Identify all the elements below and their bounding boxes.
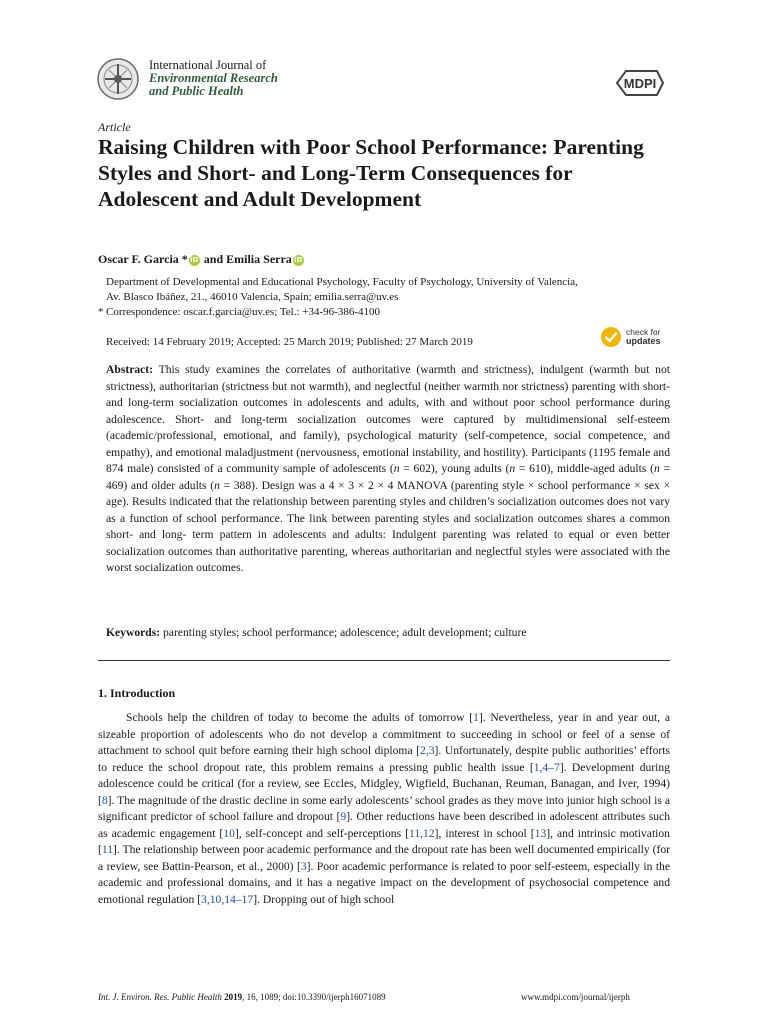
journal-line2: Environmental Research (149, 71, 278, 85)
body-text: ]. Dropping out of high school (253, 893, 395, 907)
paragraph (98, 710, 670, 909)
abstract-text: This study examines the correlates of authoritative (warmth and strictness), indulgent (warmth but not strictness), authoritarian (strictness but not warmth), and neglectful (neither warmth nor strictness) parenting with short- and long-term socialization outcomes in adolescents and adults, with and without poor school performance during adolescence. Short- and long-term socialization outcomes were captured by multidimensional self-esteem (academic/professional, emotional, and family), psychological maturity (self-competence, social competence, and empathy), and emotional maladjustment (nervousness, emotional instability, and hostility). Participants (1195 female and 874 male) consisted of a community sample of adolescents ( (106, 363, 670, 475)
body-text: ], interest in school [ (434, 826, 535, 840)
article-type: Article (98, 120, 131, 134)
correspondence: Correspondence: oscar.f.garcia@uv.es; Tel.: +34-96-386-4100 (106, 306, 380, 318)
body-text: ]. Development during adolescence could be critical (for a review, see Eccles, Midgley, Wigfield, Buchanan, Reuman, Banagan, and Iver, 1994) [ (98, 760, 670, 807)
journal-logo (97, 58, 139, 100)
abstract-n: n (653, 462, 660, 475)
introduction-body (98, 710, 670, 909)
abstract-n: n (393, 462, 400, 475)
journal-name (149, 59, 278, 98)
corresponding-mark: * (181, 252, 188, 266)
correspondence-mark: * (98, 306, 104, 318)
affiliation-line: Av. Blasco Ibáñez, 21., 46010 Valencia, Spain; emilia.serra@uv.es (106, 291, 399, 303)
body-text: ]. Other reductions have been described in adolescent attributes such as academic engagement [ (98, 810, 670, 840)
abstract-text: = 602), young adults ( (399, 462, 510, 475)
citation-link[interactable]: 10 (223, 826, 235, 840)
footer-citation (98, 992, 386, 1002)
footer-doi: , 16, 1089; doi:10.3390/ijerph16071089 (242, 992, 386, 1002)
journal-line3: and Public Health (149, 84, 244, 98)
body-text: ], self-concept and self-perceptions [ (234, 826, 409, 840)
citation-link[interactable]: 1 (473, 711, 479, 724)
citation-link[interactable]: 3,10,14–17 (201, 893, 254, 907)
author-list (98, 252, 305, 267)
section-heading: 1. Introduction (98, 686, 176, 700)
keywords-label: Keywords: (106, 626, 161, 639)
abstract-n: n (214, 478, 220, 492)
footer-journal: Int. J. Environ. Res. Public Health (98, 992, 222, 1002)
citation-link[interactable]: 9 (340, 810, 347, 824)
body-text: ]. Nevertheless, year in and year out, a sizeable proportion of adolescents who do not develop a commitment to succeeding in school or feel of a sense of attachment to school quit before earning their high school diploma [ (98, 711, 670, 758)
abstract-text: = 610), middle-aged adults ( (515, 462, 654, 475)
citation-link[interactable]: 1,4–7 (533, 760, 560, 774)
abstract-n: n (509, 462, 516, 475)
citation-link[interactable]: 11 (101, 843, 114, 857)
abstract (106, 362, 670, 577)
body-text: ]. Unfortunately, despite public authorities’ efforts to reduce the school dropout rate, this problem remains a pressing public health issue [ (98, 744, 670, 774)
affiliation-line: Department of Developmental and Educational Psychology, Faculty of Psychology, University of Valencia, (106, 276, 578, 288)
check-updates-line1: check for (626, 327, 661, 337)
author-joiner: and (203, 252, 224, 266)
footer-url[interactable]: www.mdpi.com/journal/ijerph (521, 992, 630, 1002)
affiliation-block (98, 275, 578, 320)
publication-history: Received: 14 February 2019; Accepted: 25 March 2019; Published: 27 March 2019 (106, 336, 473, 348)
body-text: ]. The magnitude of the drastic decline in some early adolescents’ school grades as they move into junior high school is a significant predictor of school failure and dropout [ (98, 793, 670, 824)
footer-year: 2019 (224, 992, 243, 1002)
citation-link[interactable]: 2,3 (420, 744, 435, 758)
journal-line1: International Journal of (149, 58, 267, 72)
paper-title: Raising Children with Poor School Performance: Parenting Styles and Short- and Long-Term Consequences for Adolescent and Adult Development (98, 135, 644, 211)
mdpi-logo (611, 66, 669, 100)
citation-link[interactable]: 11,12 (408, 826, 435, 840)
section-divider (98, 660, 670, 661)
author-name: Emilia Serra (226, 252, 292, 266)
abstract-label: Abstract: (106, 363, 154, 376)
citation-link[interactable]: 3 (300, 859, 307, 873)
author-name: Oscar F. Garcia (98, 252, 179, 266)
orcid-icon[interactable]: iD (294, 256, 303, 264)
citation-link[interactable]: 13 (534, 826, 547, 840)
body-text: Schools help the children of today to become the adults of tomorrow [ (126, 711, 474, 724)
body-text: ], and intrinsic motivation [ (98, 826, 670, 857)
check-updates-line2: updates (626, 336, 661, 346)
abstract-text: = 469) and older adults ( (106, 462, 671, 492)
check-badge-icon (600, 326, 622, 348)
keywords (106, 625, 670, 641)
body-text: ]. Poor academic performance is related to poor self-esteem, especially in the academic and professional domains, and it has a negative impact on the development of psychosocial competence and emotional regulation [ (98, 859, 670, 907)
orcid-icon[interactable]: iD (190, 256, 199, 264)
body-text: ]. The relationship between poor academic performance and the dropout rate has been well documented empirically (for a review, see Battin-Pearson, et al., 2000) [ (98, 843, 670, 873)
abstract-text: = 388). Design was a 4 × 3 × 2 × 4 MANOVA (parenting style × school performance × sex × age). Results indicated that the relationship between parenting styles and children’s socialization outcomes does not vary as a function of school performance. The link between parenting styles and socialization outcomes shares a common short- and long- term pattern in adolescents and adults: Indulgent parenting was related to equal or even better socialization outcomes than authoritative parenting, whereas authoritarian and neglectful styles were associated with the worst socialization outcomes. (106, 478, 670, 574)
mdpi-logo-text: MDPI (623, 76, 657, 91)
citation-link[interactable]: 8 (101, 793, 108, 807)
keywords-text: parenting styles; school performance; adolescence; adult development; culture (160, 626, 527, 639)
